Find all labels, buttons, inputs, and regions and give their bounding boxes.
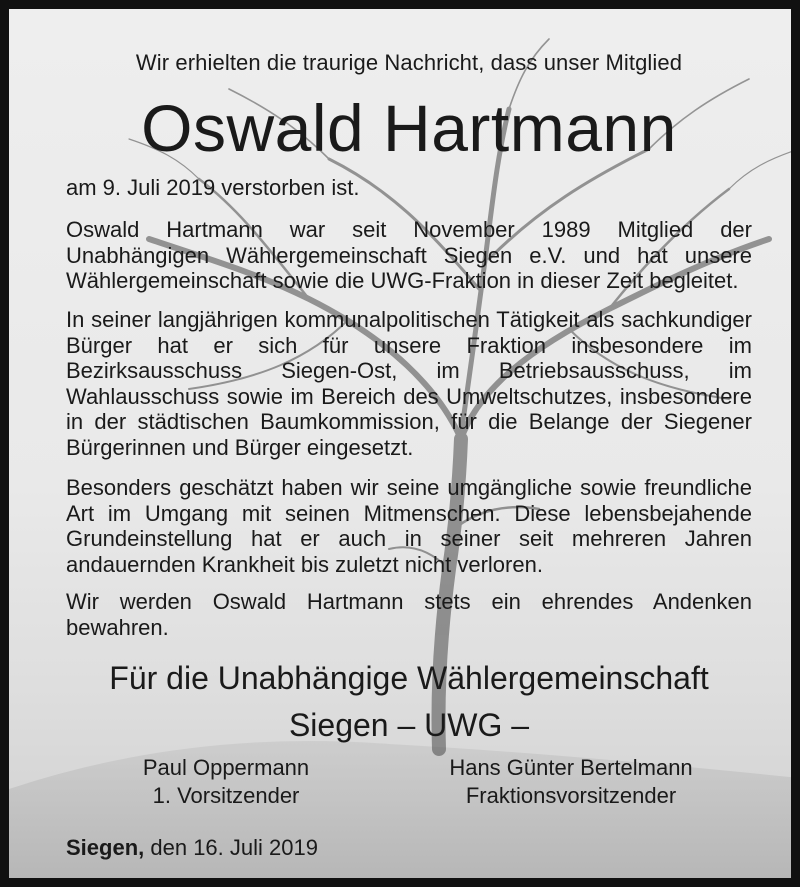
deceased-name: Oswald Hartmann <box>141 91 677 165</box>
death-date-text: am 9. Juli 2019 verstorben ist. <box>66 175 360 200</box>
paragraph-membership: Oswald Hartmann war seit November 1989 Mitglied der Unabhängigen Wählergemeinschaft Siegen e.V. und hat unsere Wählergemeinschaft sowie die UWG-Fraktion in dieser Zeit begleitet. <box>66 217 752 293</box>
place-date-line <box>66 835 318 861</box>
signatory-name: Hans Günter Bertelmann <box>449 755 693 780</box>
signatory-left <box>106 754 346 810</box>
signatory-title: 1. Vorsitzender <box>152 783 300 808</box>
place-name: Siegen, <box>66 835 145 860</box>
organization-line-2: Siegen – UWG – <box>288 707 530 743</box>
signatory-name: Paul Oppermann <box>142 755 310 780</box>
paragraph-remembrance: Wir werden Oswald Hartmann stets ein ehrendes Andenken bewahren. <box>66 589 752 640</box>
organization-line-1: Für die Unabhängige Wählergemeinschaft <box>109 660 709 696</box>
signatory-title: Fraktionsvorsitzender <box>465 783 677 808</box>
signatory-right <box>411 754 731 810</box>
paragraph-activity: In seiner langjährigen kommunalpolitischen Tätigkeit als sachkundiger Bürger hat er sich für unsere Fraktion insbesondere im Bezirksausschuss Siegen-Ost, im Betriebsausschuss, im Wahlausschuss sowie im Bereich des Umweltschutzes, insbesondere in der städtischen Baumkommission, für die Belange der Siegener Bürgerinnen und Bürger eingesetzt. <box>66 307 752 460</box>
intro-text: Wir erhielten die traurige Nachricht, dass unser Mitglied <box>135 50 683 75</box>
notice-date: den 16. Juli 2019 <box>150 835 318 860</box>
paragraph-character: Besonders geschätzt haben wir seine umgängliche sowie freundliche Art im Umgang mit seinen Mitmenschen. Diese lebensbejahende Grundeinstellung hat er auch in seiner seit mehreren Jahren andauernden Krankheit bis zuletzt nicht verloren. <box>66 475 752 577</box>
